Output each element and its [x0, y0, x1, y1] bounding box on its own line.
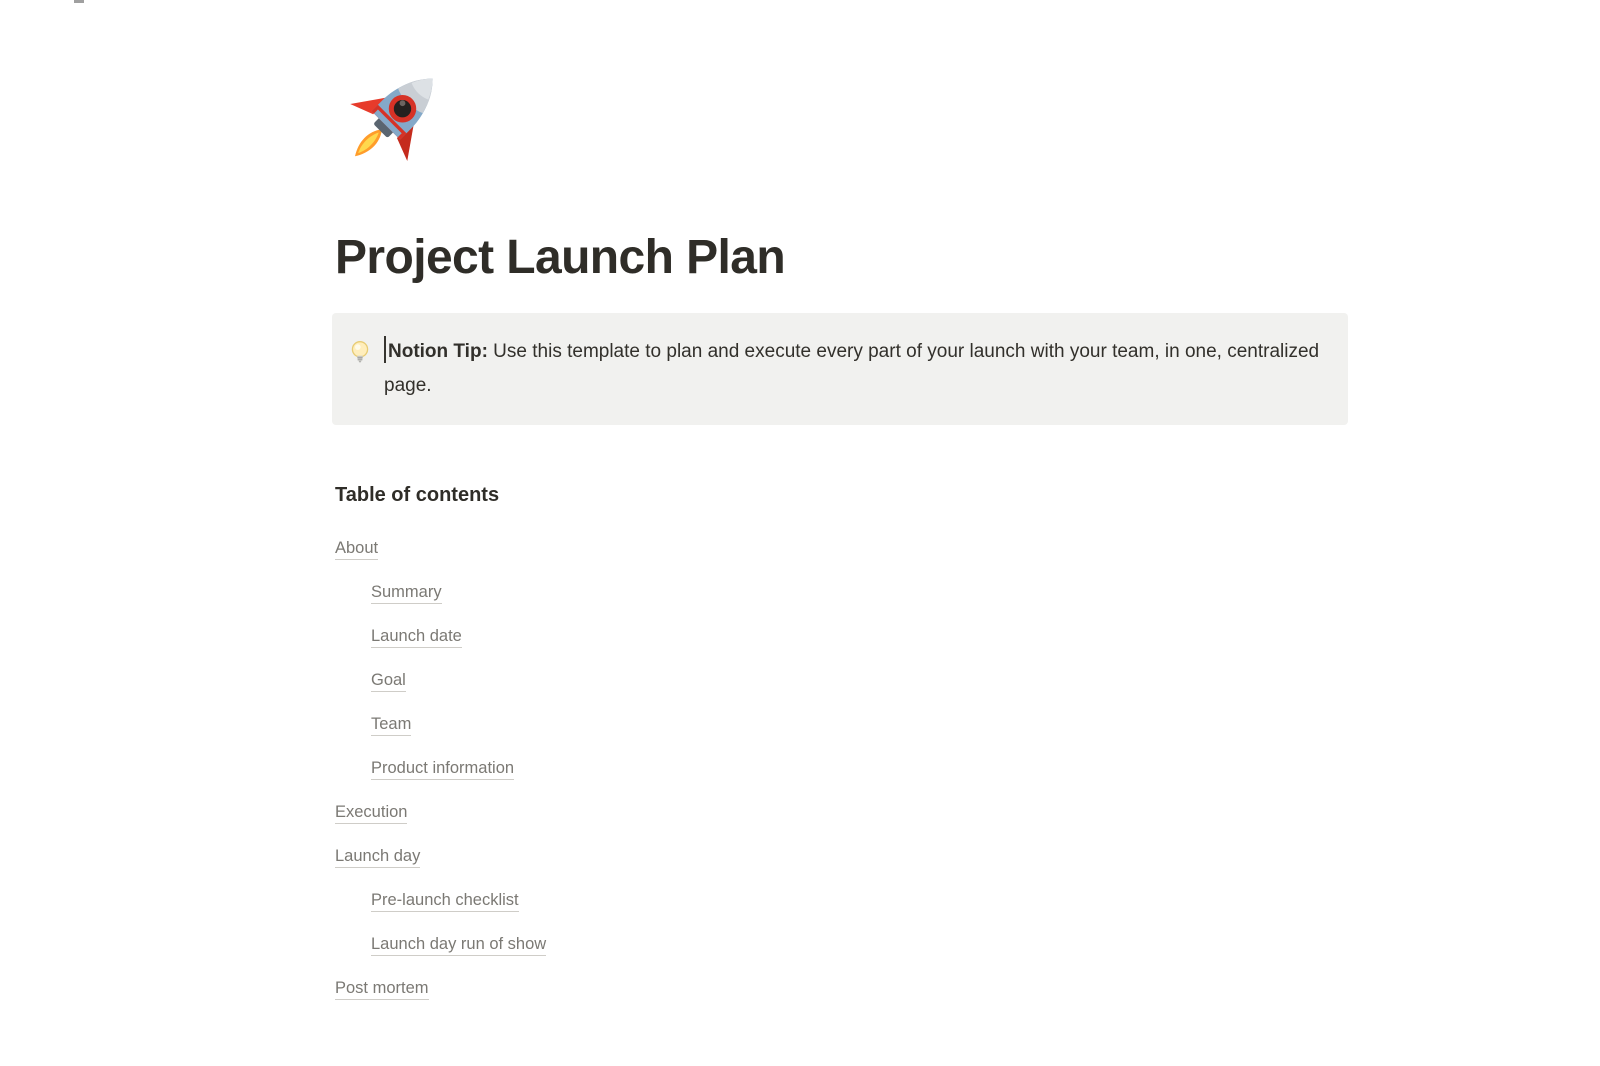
toc-link-launch-day-run-of-show[interactable]: Launch day run of show	[371, 933, 546, 956]
toc-link-product-information[interactable]: Product information	[371, 757, 514, 780]
callout-bold-prefix: Notion Tip:	[388, 341, 488, 362]
page-title[interactable]: Project Launch Plan	[335, 231, 786, 284]
toc-link-launch-date[interactable]: Launch date	[371, 625, 462, 648]
notion-tip-callout[interactable]	[332, 313, 1348, 425]
toc-link-execution[interactable]: Execution	[335, 801, 407, 824]
toc-link-goal[interactable]: Goal	[371, 669, 406, 692]
toc-heading: Table of contents	[335, 484, 500, 506]
toc-link-pre-launch-checklist[interactable]: Pre-launch checklist	[371, 889, 519, 912]
text-caret	[384, 336, 386, 363]
toc-link-post-mortem[interactable]: Post mortem	[335, 977, 429, 1000]
page-icon[interactable]	[337, 60, 449, 172]
callout-text[interactable]	[384, 335, 1332, 403]
toc-link-summary[interactable]: Summary	[371, 581, 442, 604]
lightbulb-icon	[347, 339, 373, 365]
toc-link-about[interactable]: About	[335, 537, 378, 560]
rocket-emoji-icon	[337, 60, 449, 172]
callout-body-text: Use this template to plan and execute every part of your launch with your team, in one, centralized page.	[384, 341, 1320, 396]
table-of-contents	[335, 537, 1351, 1000]
top-edge-artifact	[74, 0, 84, 3]
toc-link-team[interactable]: Team	[371, 713, 411, 736]
toc-link-launch-day[interactable]: Launch day	[335, 845, 420, 868]
